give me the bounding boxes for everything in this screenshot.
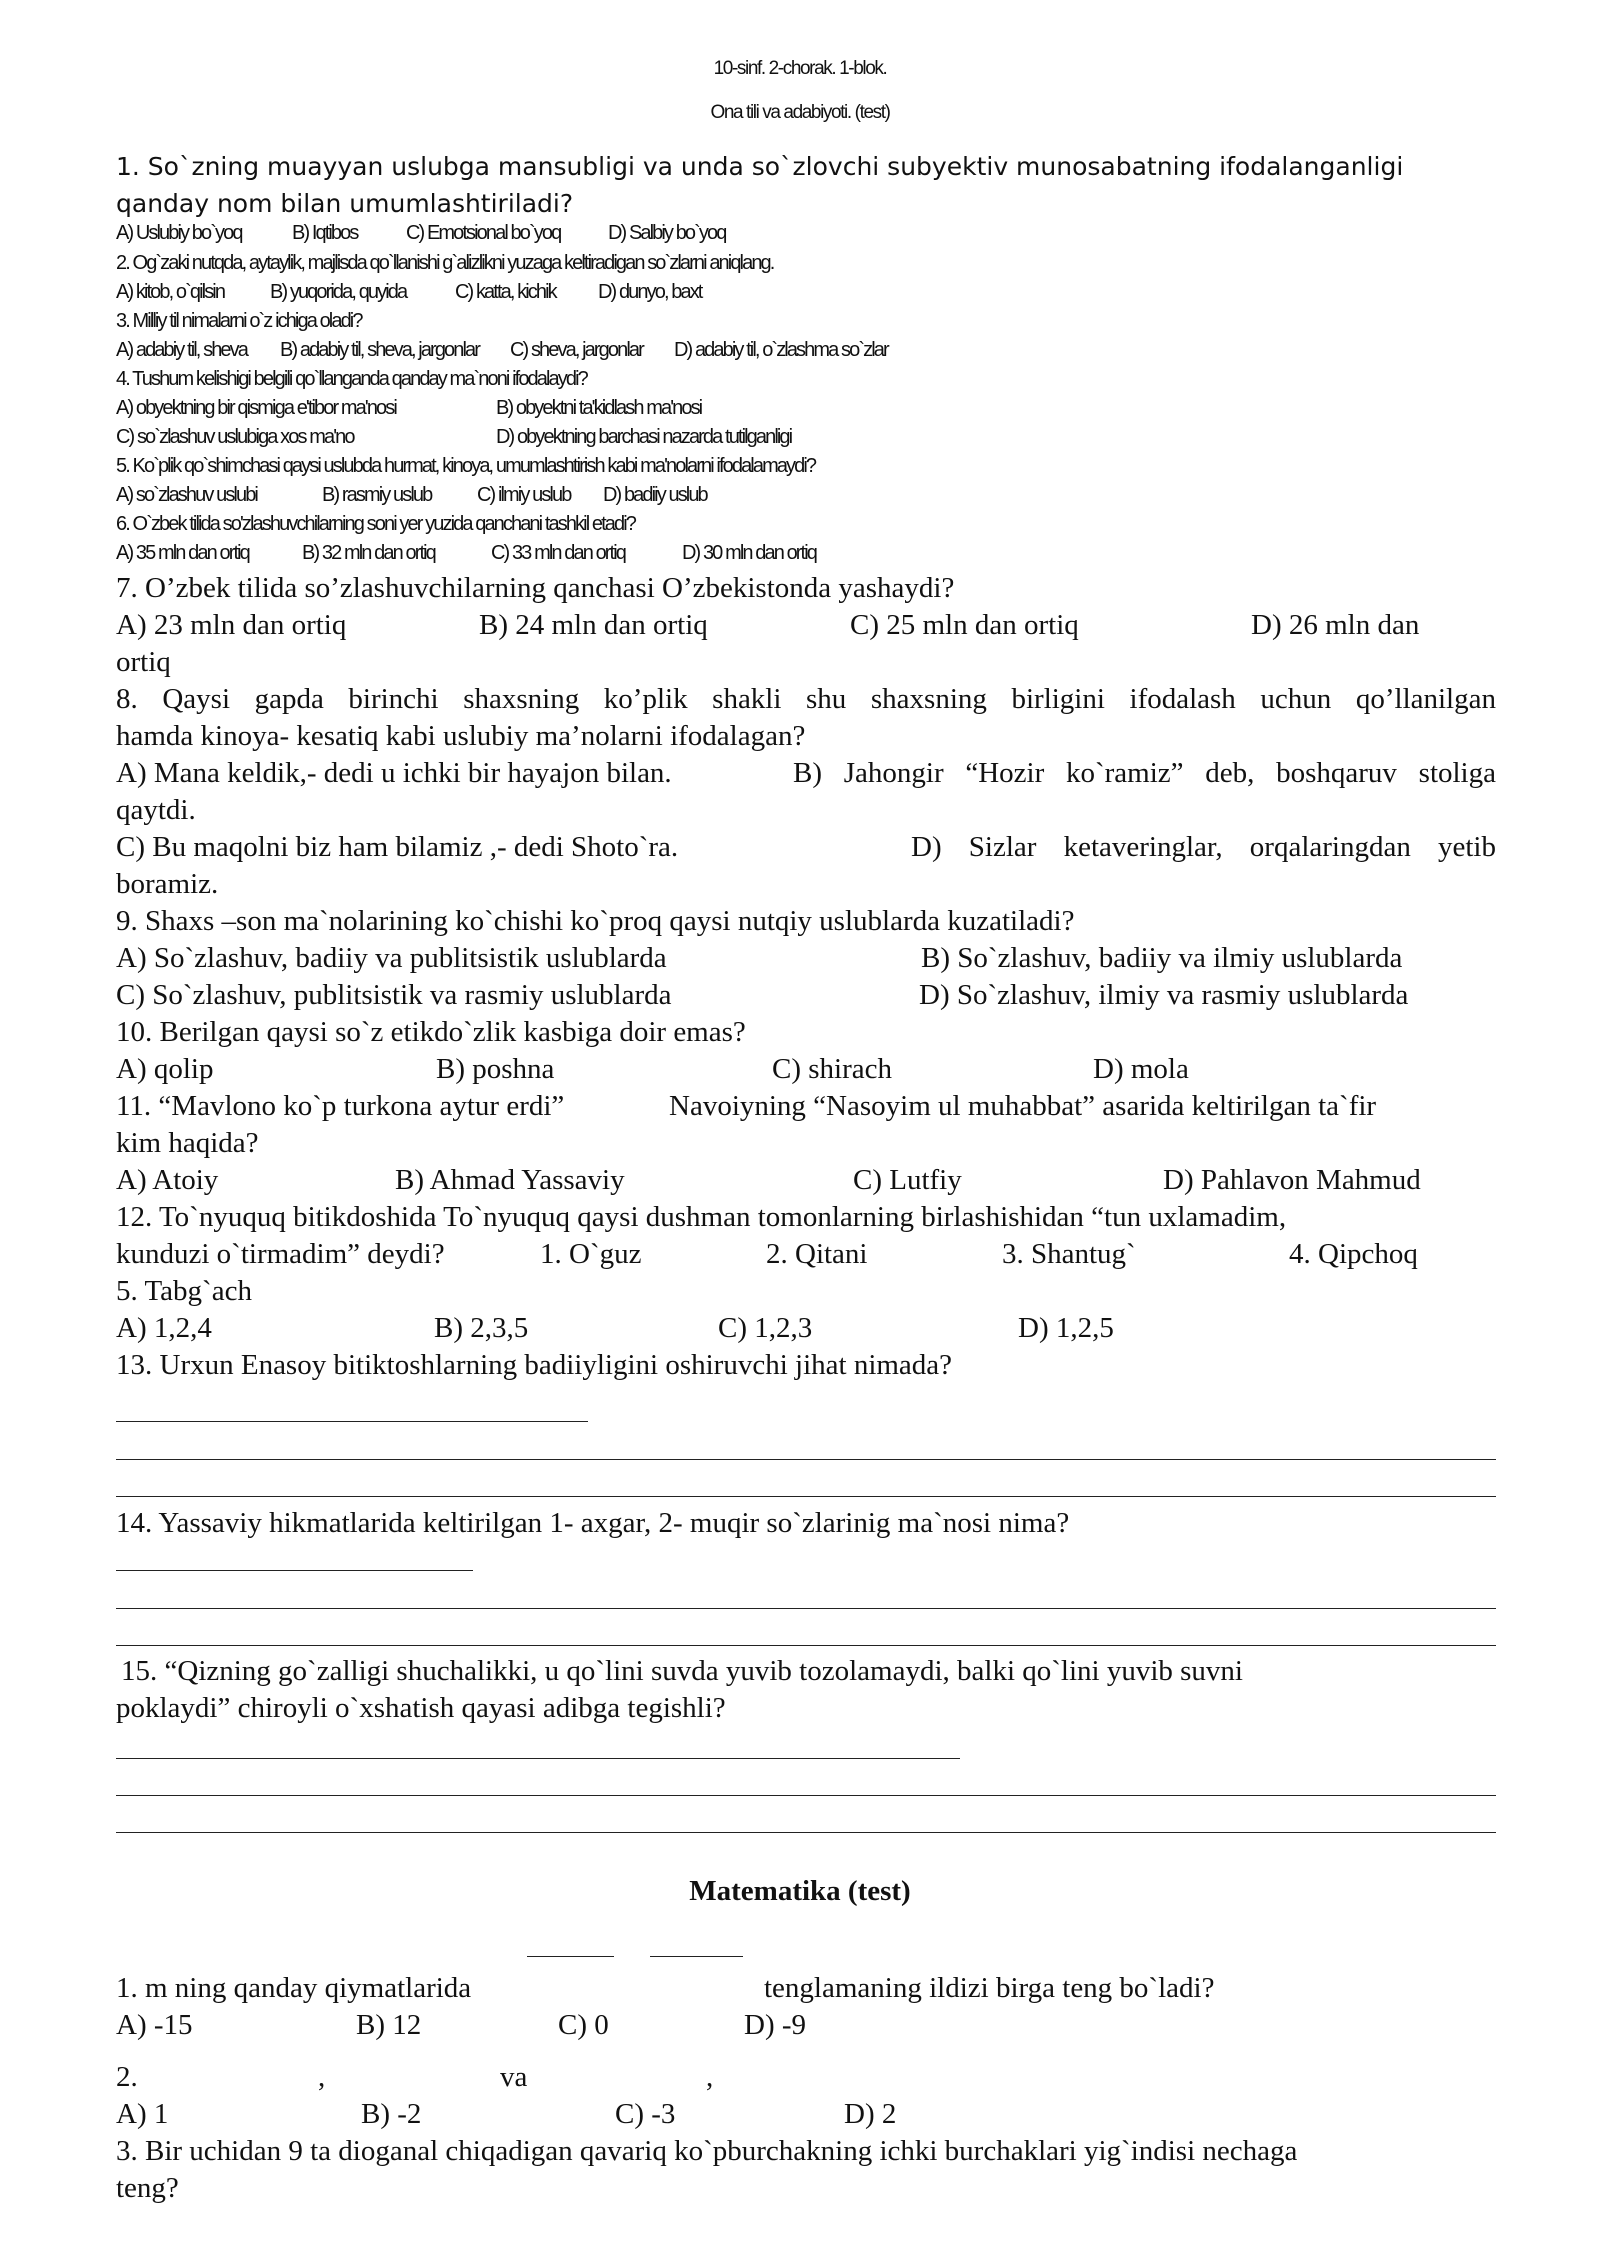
option-d: D) 26 mln dan — [1251, 609, 1420, 641]
question-15-line-2: poklaydi” chiroyli o`xshatish qayasi adibga tegishli? — [116, 1692, 726, 1724]
comma: , — [318, 2061, 326, 2093]
question-8-options-cd — [116, 829, 1496, 866]
option-c: C) sheva, jargonlar — [510, 339, 643, 361]
question-11-source: Navoiyning “Nasoyim ul muhabbat” asarida keltirilgan ta`fir — [669, 1090, 1377, 1122]
option-b: B) poshna — [436, 1053, 555, 1085]
question-1-text: 1. So`zning muayyan uslubga mansubligi va unda so`zlovchi subyektiv munosabatning ifodalanganligi qanday nom bilan umumlashtiriladi? — [116, 152, 1404, 218]
option-c: C) katta, kichik — [455, 281, 556, 303]
item-1: 1. O`guz — [540, 1238, 642, 1270]
option-c: C) ilmiy uslub — [477, 484, 571, 506]
math-question-1-text-end: tenglamaning ildizi birga teng bo`ladi? — [764, 1972, 1215, 2004]
question-2-text: 2. Og`zaki nutqda, aytaylik, majlisda qo`llanishi g`alizlikni yuzaga keltiradigan so`zlarni aniqlang. — [116, 252, 774, 274]
option-b: B) 12 — [356, 2009, 422, 2041]
option-c: C) 1,2,3 — [718, 1312, 813, 1344]
answer-line[interactable] — [116, 1496, 1496, 1497]
math-question-3-line-2: teng? — [116, 2172, 179, 2204]
option-b: B) 24 mln dan ortiq — [479, 609, 708, 641]
option-d: D) -9 — [744, 2009, 807, 2041]
option-b: B) Iqtibos — [292, 222, 358, 244]
option-b: B) rasmiy uslub — [322, 484, 432, 506]
option-c: C) 25 mln dan ortiq — [850, 609, 1079, 641]
formula-bar — [650, 1956, 743, 1957]
option-d: D) mola — [1093, 1053, 1189, 1085]
option-a: A) Atoiy — [116, 1164, 219, 1196]
option-a: A) kitob, o`qilsin — [116, 281, 225, 303]
question-12-text-end: kunduzi o`tirmadim” deydi? — [116, 1238, 445, 1270]
option-c: C) 33 mln dan ortiq — [491, 542, 625, 564]
option-d-wrap: boramiz. — [116, 868, 219, 900]
option-a: A) -15 — [116, 2009, 193, 2041]
option-c: C) So`zlashuv, publitsistik va rasmiy uslublarda — [116, 979, 672, 1011]
question-12-line-1: 12. To`nyuquq bitikdoshida To`nyuquq qaysi dushman tomonlarning birlashishidan “tun uxlamadim, — [116, 1201, 1287, 1233]
math-question-1-text: 1. m ning qanday qiymatlarida — [116, 1972, 472, 2004]
option-d: D) Salbiy bo`yoq — [608, 222, 726, 244]
option-b: B) yuqorida, quyida — [270, 281, 407, 303]
option-a: A) obyektning bir qismiga e'tibor ma'nosi — [116, 397, 396, 419]
option-b: B) obyektni ta'kidlash ma'nosi — [496, 397, 702, 419]
option-a: A) So`zlashuv, badiiy va publitsistik uslublarda — [116, 942, 667, 974]
option-a: A) 1,2,4 — [116, 1312, 212, 1344]
answer-line[interactable] — [116, 1570, 473, 1571]
option-c: C) Emotsional bo`yoq — [406, 222, 561, 244]
option-c: C) Bu maqolni biz ham bilamiz ,- dedi Shoto`ra. — [116, 831, 679, 863]
option-c: C) so`zlashuv uslubiga xos ma'no — [116, 426, 354, 448]
question-6-text: 6. O`zbek tilida so'zlashuvchilarning soni yer yuzida qanchani tashkil etadi? — [116, 513, 635, 535]
question-11-line-2: kim haqida? — [116, 1127, 259, 1159]
question-13-text: 13. Urxun Enasoy bitiktoshlarning badiiyligini oshiruvchi jihat nimada? — [116, 1349, 953, 1381]
conjunction: va — [500, 2061, 528, 2093]
option-d: D) badiiy uslub — [603, 484, 707, 506]
header-class-info: 10-sinf. 2-chorak. 1-blok. — [713, 58, 887, 79]
option-c: C) 0 — [558, 2009, 609, 2041]
option-b: B) Jahongir “Hozir ko`ramiz” deb, boshqaruv stoliga — [793, 757, 1496, 789]
math-question-2-number: 2. — [116, 2061, 138, 2093]
item-2: 2. Qitani — [766, 1238, 868, 1270]
option-d: D) 30 mln dan ortiq — [682, 542, 816, 564]
option-c: C) shirach — [772, 1053, 892, 1085]
question-15-line-1: 15. “Qizning go`zalligi shuchalikki, u qo`lini suvda yuvib tozolamaydi, balki qo`lini yuvib suvni — [121, 1655, 1243, 1687]
answer-line[interactable] — [116, 1421, 588, 1422]
option-b: B) Ahmad Yassaviy — [395, 1164, 625, 1196]
item-4: 4. Qipchoq — [1289, 1238, 1418, 1270]
option-b-wrap: qaytdi. — [116, 794, 196, 826]
option-d: D) So`zlashuv, ilmiy va rasmiy uslublarda — [919, 979, 1409, 1011]
question-4-text: 4. Tushum kelishigi belgili qo`llanganda qanday ma`noni ifodalaydi? — [116, 368, 587, 390]
header-subject: Ona tili va adabiyoti. (test) — [710, 102, 890, 123]
question-5-text: 5. Ko`plik qo`shimchasi qaysi uslubda hurmat, kinoya, umumlashtirish kabi ma'nolarni ifodalamaydi? — [116, 455, 816, 477]
formula-bar — [527, 1956, 614, 1957]
option-d: D) Sizlar ketaveringlar, orqalaringdan yetib — [911, 831, 1496, 863]
question-7-option-d-wrap: ortiq — [116, 646, 171, 678]
option-a: A) so`zlashuv uslubi — [116, 484, 257, 506]
question-8-line-1: 8. Qaysi gapda birinchi shaxsning ko’plik shakli shu shaxsning birligini ifodalash uchun qo’llanilgan — [116, 683, 1496, 715]
answer-line[interactable] — [116, 1832, 1496, 1833]
question-11-quote: 11. “Mavlono ko`p turkona aytur erdi” — [116, 1090, 565, 1122]
option-d: D) 2 — [844, 2098, 897, 2130]
math-section-title: Matematika (test) — [689, 1875, 911, 1907]
option-a: A) 23 mln dan ortiq — [116, 609, 347, 641]
option-c: C) -3 — [615, 2098, 676, 2130]
option-d: D) adabiy til, o`zlashma so`zlar — [674, 339, 888, 361]
option-a: A) Mana keldik,- dedi u ichki bir hayajon bilan. — [116, 757, 672, 789]
math-question-3-line-1: 3. Bir uchidan 9 ta dioganal chiqadigan qavariq ko`pburchakning ichki burchaklari yig`indisi nechaga — [116, 2135, 1298, 2167]
option-a: A) 35 mln dan ortiq — [116, 542, 249, 564]
option-a: A) qolip — [116, 1053, 214, 1085]
option-d: D) 1,2,5 — [1018, 1312, 1114, 1344]
option-a: A) adabiy til, sheva — [116, 339, 247, 361]
option-d: D) dunyo, baxt — [598, 281, 702, 303]
question-9-text: 9. Shaxs –son ma`nolarining ko`chishi ko`proq qaysi nutqiy uslublarda kuzatiladi? — [116, 905, 1075, 937]
answer-line[interactable] — [116, 1459, 1496, 1460]
option-d: D) obyektning barchasi nazarda tutilganligi — [496, 426, 792, 448]
option-b: B) So`zlashuv, badiiy va ilmiy uslublarda — [921, 942, 1403, 974]
question-14-text: 14. Yassaviy hikmatlarida keltirilgan 1- axgar, 2- muqir so`zlarinig ma`nosi nima? — [116, 1507, 1070, 1539]
answer-line[interactable] — [116, 1645, 1496, 1646]
option-a: A) 1 — [116, 2098, 169, 2130]
question-7-text: 7. O’zbek tilida so’zlashuvchilarning qanchasi O’zbekistonda yashaydi? — [116, 572, 955, 604]
comma: , — [706, 2061, 714, 2093]
item-5: 5. Tabg`ach — [116, 1275, 252, 1307]
option-b: B) 2,3,5 — [434, 1312, 529, 1344]
option-b: B) adabiy til, sheva, jargonlar — [280, 339, 480, 361]
option-d: D) Pahlavon Mahmud — [1163, 1164, 1421, 1196]
answer-line[interactable] — [116, 1758, 960, 1759]
option-c: C) Lutfiy — [853, 1164, 962, 1196]
answer-line[interactable] — [116, 1608, 1496, 1609]
question-8-options-ab — [116, 755, 1496, 792]
option-a: A) Uslubiy bo`yoq — [116, 222, 242, 244]
question-3-text: 3. Milliy til nimalarni o`z ichiga oladi? — [116, 310, 362, 332]
option-b: B) -2 — [361, 2098, 422, 2130]
question-10-text: 10. Berilgan qaysi so`z etikdo`zlik kasbiga doir emas? — [116, 1016, 746, 1048]
option-b: B) 32 mln dan ortiq — [302, 542, 435, 564]
question-8-line-2: hamda kinoya- kesatiq kabi uslubiy ma’nolarni ifodalagan? — [116, 720, 806, 752]
item-3: 3. Shantug` — [1002, 1238, 1136, 1270]
answer-line[interactable] — [116, 1795, 1496, 1796]
